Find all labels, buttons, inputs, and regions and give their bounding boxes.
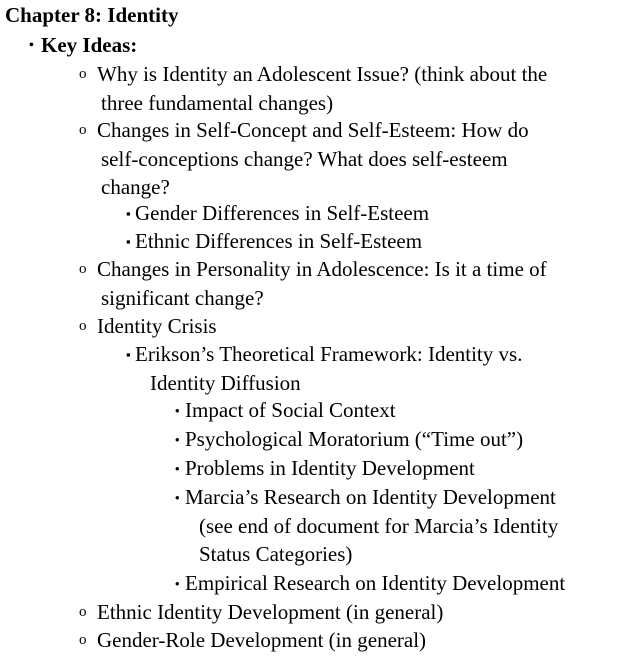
- square-bullet-icon: ▪: [126, 206, 131, 221]
- list-item-text: Marcia’s Research on Identity Development: [185, 485, 556, 509]
- list-item-text-continued: significant change?: [101, 285, 264, 310]
- list-item-text-continued: three fundamental changes): [101, 90, 334, 115]
- list-item-text: Changes in Personality in Adolescence: Is it a time of: [97, 257, 547, 281]
- list-item-text: Impact of Social Context: [185, 398, 396, 422]
- dot-bullet-icon: •: [175, 432, 180, 447]
- key-ideas-label: Key Ideas:: [41, 33, 138, 57]
- list-item: [126, 199, 621, 228]
- list-item-text-continued: Identity Diffusion: [150, 370, 301, 395]
- list-item-text-continued: (see end of document for Marcia’s Identity: [199, 513, 559, 538]
- list-item-text: Problems in Identity Development: [185, 456, 475, 480]
- list-item-text: Why is Identity an Adolescent Issue? (think about the: [97, 62, 548, 86]
- list-item-text-continued: Status Categories): [199, 542, 353, 567]
- list-item: [126, 340, 621, 397]
- circle-bullet-icon: o: [79, 604, 87, 620]
- circle-bullet-icon: o: [79, 122, 87, 138]
- list-item-text: Ethnic Identity Development (in general): [97, 600, 444, 624]
- list-item-text: Gender-Role Development (in general): [97, 628, 427, 652]
- dot-bullet-icon: •: [175, 403, 180, 418]
- circle-bullet-icon: o: [79, 261, 87, 277]
- list-item: [79, 312, 619, 341]
- list-item: [79, 626, 619, 655]
- list-item-text: Gender Differences in Self-Esteem: [135, 201, 430, 225]
- list-item: [175, 569, 627, 598]
- dot-bullet-icon: •: [175, 461, 180, 476]
- circle-bullet-icon: o: [79, 318, 87, 334]
- list-item-text: Ethnic Differences in Self-Esteem: [135, 229, 423, 253]
- circle-bullet-icon: o: [79, 66, 87, 82]
- key-ideas-heading: [29, 31, 619, 60]
- list-item: [126, 227, 621, 256]
- bullet-icon: •: [29, 38, 34, 53]
- list-item: [175, 483, 627, 569]
- list-item-text: Empirical Research on Identity Development: [185, 571, 566, 595]
- dot-bullet-icon: •: [175, 490, 180, 505]
- list-item-text-continued: change?: [101, 175, 170, 200]
- list-item: [79, 598, 619, 627]
- list-item: [175, 454, 627, 483]
- square-bullet-icon: ▪: [126, 347, 131, 362]
- list-item-text: Erikson’s Theoretical Framework: Identity vs.: [135, 342, 523, 366]
- list-item: [79, 60, 619, 117]
- chapter-title: Chapter 8: Identity: [5, 3, 179, 27]
- square-bullet-icon: ▪: [126, 234, 131, 249]
- list-item-text: Identity Crisis: [97, 314, 217, 338]
- list-item: [175, 396, 627, 425]
- list-item: [175, 425, 627, 454]
- list-item: [79, 255, 619, 312]
- list-item: [79, 116, 619, 202]
- list-item-text-continued: self-conceptions change? What does self-esteem: [101, 146, 508, 171]
- list-item-text: Psychological Moratorium (“Time out”): [185, 427, 524, 451]
- list-item-text: Changes in Self-Concept and Self-Esteem: How do: [97, 118, 529, 142]
- circle-bullet-icon: o: [79, 632, 87, 648]
- dot-bullet-icon: •: [175, 576, 180, 591]
